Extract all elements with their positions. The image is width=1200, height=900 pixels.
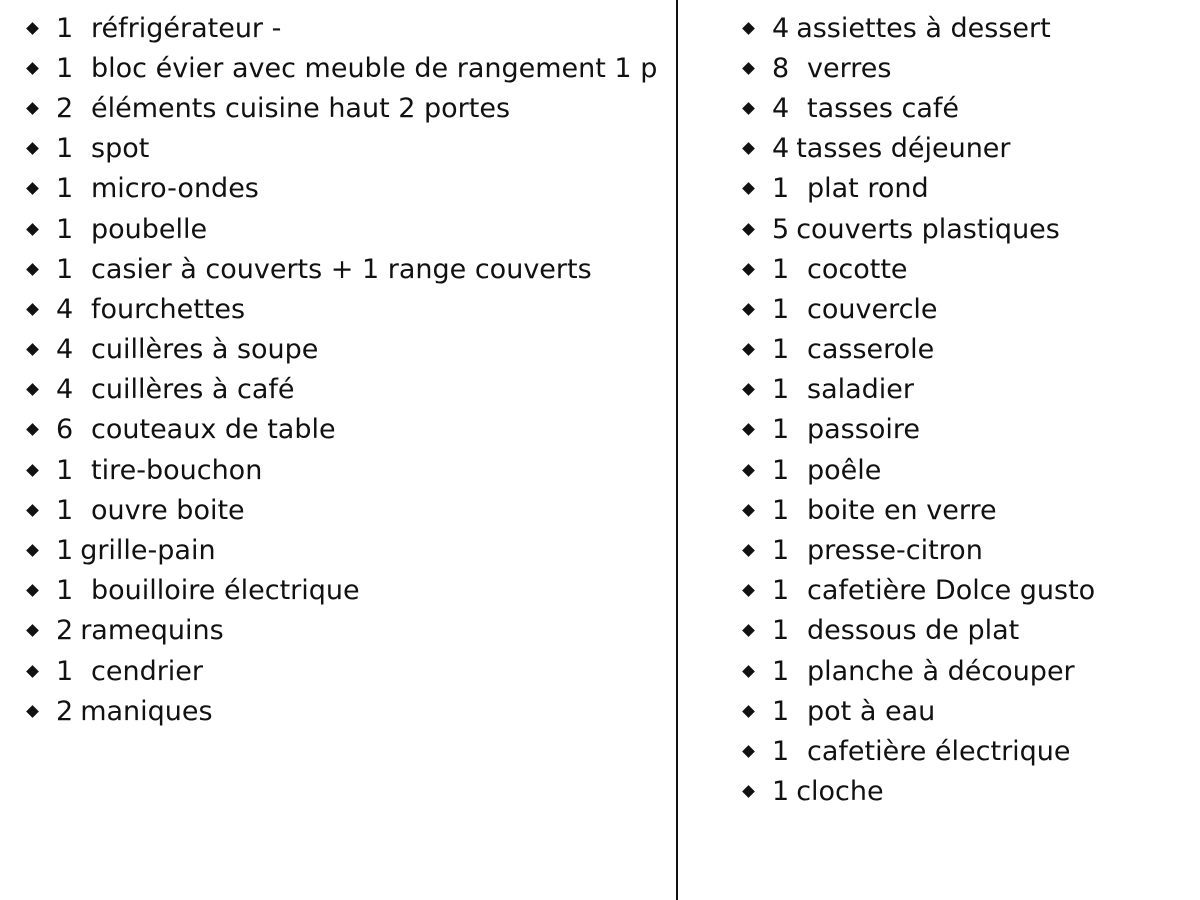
item-label: plat rond — [807, 173, 929, 205]
item-quantity: 1 — [772, 374, 790, 406]
list-item — [26, 249, 666, 289]
list-item — [26, 410, 666, 450]
diamond-bullet-icon — [26, 584, 39, 597]
item-label: cuillères à soupe — [91, 334, 319, 366]
item-quantity: 1 — [772, 575, 790, 607]
item-label: passoire — [807, 414, 920, 446]
item-quantity: 1 — [56, 535, 74, 567]
item-label: couteaux de table — [91, 414, 336, 446]
diamond-bullet-icon — [26, 142, 39, 155]
item-quantity: 1 — [772, 735, 790, 767]
list-item — [742, 209, 1182, 249]
item-quantity: 1 — [56, 655, 74, 687]
item-label: tasses déjeuner — [796, 133, 1011, 165]
item-label: cafetière électrique — [807, 735, 1071, 767]
list-item — [26, 330, 666, 370]
item-quantity: 1 — [772, 334, 790, 366]
item-quantity: 2 — [56, 695, 74, 727]
item-quantity: 1 — [56, 575, 74, 607]
item-label: tire-bouchon — [91, 454, 263, 486]
item-quantity: 1 — [772, 695, 790, 727]
item-quantity: 4 — [772, 12, 790, 44]
diamond-bullet-icon — [742, 383, 755, 396]
item-quantity: 1 — [56, 133, 74, 165]
item-label: cafetière Dolce gusto — [807, 575, 1096, 607]
item-label: dessous de plat — [807, 615, 1020, 647]
item-label: ouvre boite — [91, 494, 245, 526]
item-quantity: 4 — [56, 374, 74, 406]
item-quantity: 1 — [56, 253, 74, 285]
list-item — [26, 611, 666, 651]
item-quantity: 1 — [772, 655, 790, 687]
list-item — [26, 530, 666, 570]
item-label: grille-pain — [80, 535, 216, 567]
list-item — [742, 490, 1182, 530]
item-quantity: 2 — [56, 615, 74, 647]
list-item — [742, 289, 1182, 329]
list-item — [742, 169, 1182, 209]
diamond-bullet-icon — [742, 303, 755, 316]
list-item — [26, 651, 666, 691]
item-label: poubelle — [91, 213, 208, 245]
item-quantity: 1 — [772, 615, 790, 647]
diamond-bullet-icon — [742, 343, 755, 356]
diamond-bullet-icon — [742, 263, 755, 276]
list-item — [742, 48, 1182, 88]
item-quantity: 1 — [56, 52, 74, 84]
item-quantity: 1 — [772, 776, 790, 808]
item-label: saladier — [807, 374, 915, 406]
item-label: micro-ondes — [91, 173, 259, 205]
item-label: éléments cuisine haut 2 portes — [91, 92, 511, 124]
item-label: casserole — [807, 334, 935, 366]
diamond-bullet-icon — [26, 665, 39, 678]
diamond-bullet-icon — [26, 223, 39, 236]
list-item — [26, 8, 666, 48]
diamond-bullet-icon — [26, 705, 39, 718]
list-item — [742, 691, 1182, 731]
list-item — [742, 370, 1182, 410]
list-item — [742, 88, 1182, 128]
list-item — [742, 772, 1182, 812]
list-item — [26, 169, 666, 209]
item-quantity: 8 — [772, 52, 790, 84]
diamond-bullet-icon — [26, 544, 39, 557]
diamond-bullet-icon — [26, 303, 39, 316]
item-label: assiettes à dessert — [796, 12, 1051, 44]
item-quantity: 5 — [772, 213, 790, 245]
list-item — [742, 249, 1182, 289]
diamond-bullet-icon — [742, 504, 755, 517]
item-label: maniques — [80, 695, 213, 727]
diamond-bullet-icon — [26, 62, 39, 75]
diamond-bullet-icon — [742, 424, 755, 437]
item-label: planche à découper — [807, 655, 1075, 687]
item-quantity: 1 — [772, 454, 790, 486]
item-label: boite en verre — [807, 494, 997, 526]
diamond-bullet-icon — [26, 464, 39, 477]
diamond-bullet-icon — [742, 625, 755, 638]
list-item — [26, 691, 666, 731]
list-item — [742, 330, 1182, 370]
diamond-bullet-icon — [26, 504, 39, 517]
diamond-bullet-icon — [26, 102, 39, 115]
list-item — [26, 289, 666, 329]
item-label: réfrigérateur - — [91, 12, 282, 44]
diamond-bullet-icon — [742, 102, 755, 115]
diamond-bullet-icon — [26, 182, 39, 195]
list-item — [742, 450, 1182, 490]
diamond-bullet-icon — [742, 745, 755, 758]
list-item — [742, 530, 1182, 570]
list-item — [742, 731, 1182, 771]
item-label: tasses café — [807, 92, 960, 124]
diamond-bullet-icon — [742, 22, 755, 35]
diamond-bullet-icon — [26, 343, 39, 356]
diamond-bullet-icon — [742, 62, 755, 75]
item-label: cuillères à café — [91, 374, 295, 406]
item-quantity: 1 — [772, 494, 790, 526]
item-quantity: 1 — [56, 494, 74, 526]
list-item — [742, 410, 1182, 450]
diamond-bullet-icon — [742, 705, 755, 718]
item-label: casier à couverts + 1 range couverts — [91, 253, 592, 285]
item-quantity: 4 — [772, 92, 790, 124]
list-item — [26, 209, 666, 249]
diamond-bullet-icon — [742, 182, 755, 195]
item-quantity: 1 — [56, 454, 74, 486]
item-label: spot — [91, 133, 150, 165]
list-item — [26, 370, 666, 410]
item-label: presse-citron — [807, 535, 983, 567]
item-label: cendrier — [91, 655, 204, 687]
item-label: couvercle — [807, 293, 938, 325]
item-quantity: 1 — [56, 12, 74, 44]
item-quantity: 1 — [772, 253, 790, 285]
item-quantity: 6 — [56, 414, 74, 446]
item-quantity: 4 — [56, 334, 74, 366]
item-quantity: 1 — [772, 173, 790, 205]
item-quantity: 2 — [56, 92, 74, 124]
diamond-bullet-icon — [26, 625, 39, 638]
diamond-bullet-icon — [742, 584, 755, 597]
item-label: cloche — [796, 776, 884, 808]
list-item — [742, 571, 1182, 611]
diamond-bullet-icon — [26, 263, 39, 276]
diamond-bullet-icon — [742, 665, 755, 678]
item-label: pot à eau — [807, 695, 936, 727]
list-item — [742, 129, 1182, 169]
right-inventory-list — [742, 8, 1182, 812]
item-quantity: 1 — [772, 293, 790, 325]
item-label: cocotte — [807, 253, 908, 285]
diamond-bullet-icon — [742, 785, 755, 798]
item-quantity: 1 — [772, 535, 790, 567]
diamond-bullet-icon — [26, 424, 39, 437]
item-quantity: 4 — [772, 133, 790, 165]
item-label: couverts plastiques — [796, 213, 1060, 245]
item-label: fourchettes — [91, 293, 246, 325]
list-item — [26, 88, 666, 128]
column-divider — [676, 0, 678, 900]
diamond-bullet-icon — [742, 142, 755, 155]
list-item — [26, 48, 666, 88]
diamond-bullet-icon — [742, 223, 755, 236]
list-item — [26, 490, 666, 530]
list-item — [26, 571, 666, 611]
item-quantity: 4 — [56, 293, 74, 325]
list-item — [26, 129, 666, 169]
item-quantity: 1 — [56, 173, 74, 205]
item-label: ramequins — [80, 615, 224, 647]
item-quantity: 1 — [56, 213, 74, 245]
list-item — [26, 450, 666, 490]
item-label: bouilloire électrique — [91, 575, 360, 607]
item-quantity: 1 — [772, 414, 790, 446]
item-label: verres — [807, 52, 892, 84]
item-label: bloc évier avec meuble de rangement 1 p — [91, 52, 658, 84]
list-item — [742, 611, 1182, 651]
item-label: poêle — [807, 454, 882, 486]
list-item — [742, 651, 1182, 691]
diamond-bullet-icon — [26, 22, 39, 35]
left-inventory-list — [26, 8, 666, 731]
list-item — [742, 8, 1182, 48]
diamond-bullet-icon — [742, 544, 755, 557]
diamond-bullet-icon — [742, 464, 755, 477]
diamond-bullet-icon — [26, 383, 39, 396]
